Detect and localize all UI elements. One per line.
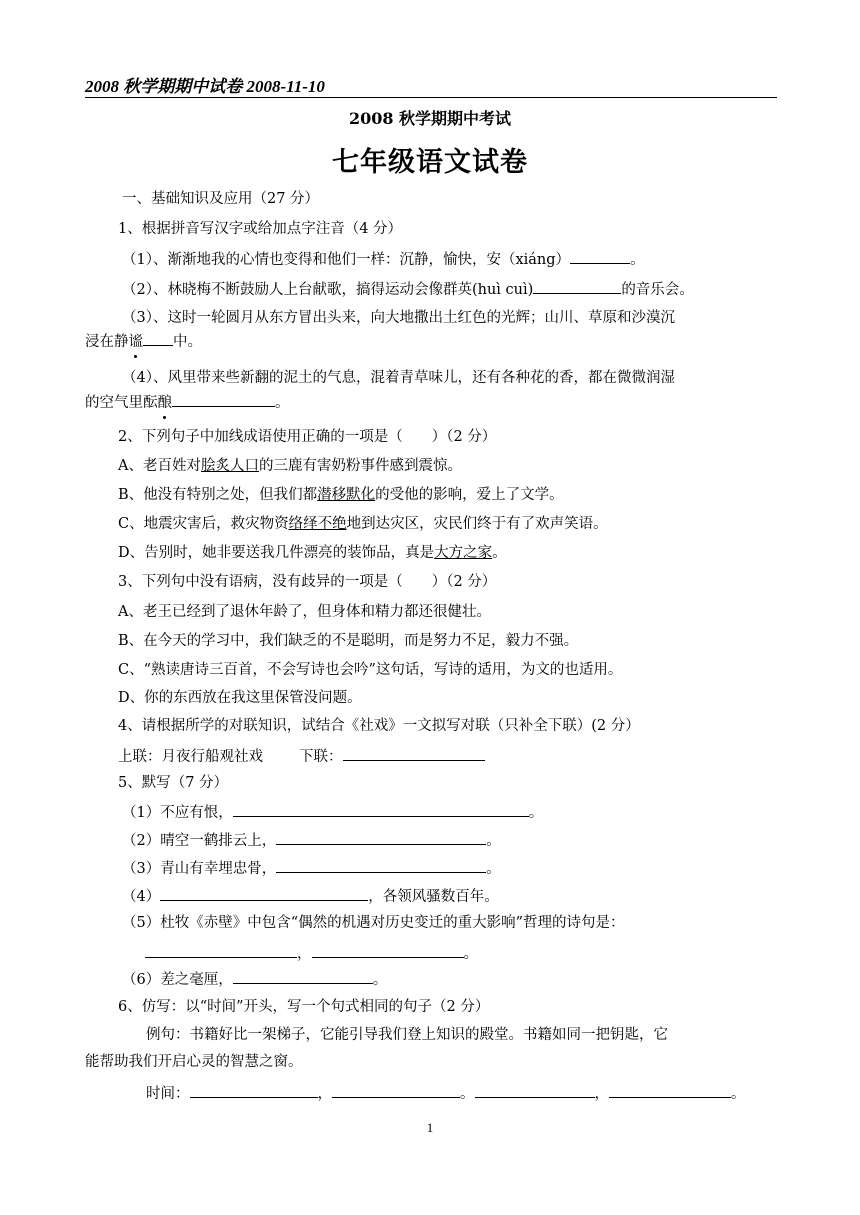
item-text: （2）、林晓梅不断鼓励人上台献歌，搞得运动会像群英(huì cuì) [122,282,534,298]
option-text: 的受他的影响，爱上了文学。 [375,487,564,503]
question-5-item-5-answer [85,942,837,964]
item-text: （2）晴空一鹤排云上， [122,833,277,849]
item-end: 。 [275,395,290,411]
question-5-item-5: （5）杜牧《赤壁》中包含“偶然的机遇对历史变迁的重大影响”哲理的诗句是： [122,915,625,931]
answer-blank[interactable] [609,1082,731,1098]
question-1-item-3-line-1: （3）、这时一轮圆月从东方冒出头来，向大地撒出土红色的光辉；山川、草原和沙漠沉 [122,310,675,326]
header-rule [85,97,777,98]
punctuation: ， [594,1086,609,1102]
dotted-character: 酿 [157,395,172,411]
question-1-prompt: 1、根据拼音写汉字或给加点字注音（4 分） [118,221,403,237]
question-6-example-line-2: 能帮助我们开启心灵的智慧之窗。 [85,1054,303,1070]
answer-blank[interactable] [276,829,486,845]
answer-blank[interactable] [475,1082,595,1098]
item-text: （3）青山有幸埋忠骨， [122,861,277,877]
item-end: 。 [630,252,645,268]
exam-title: 七年级语文试卷 [332,147,528,178]
answer-blank[interactable] [570,248,630,264]
answer-blank[interactable] [160,885,368,901]
option-text: 的三鹿有害奶粉事件感到震惊。 [258,458,462,474]
question-3-option-c: C、“熟读唐诗三百首，不会写诗也会吟”这句话，写诗的适用，为文的也适用。 [118,662,623,678]
item-text: （1）、渐渐地我的心情也变得和他们一样：沉静，愉快，安（xiáng） [122,252,571,268]
question-6-example-line-1: 例句：书籍好比一架梯子，它能引导我们登上知识的殿堂。书籍如同一把钥匙，它 [146,1027,668,1043]
answer-blank[interactable] [233,801,529,817]
question-5-item-4 [85,885,814,907]
question-6-answer [85,1082,838,1104]
item-text: 的空气里酝 [85,395,158,411]
page-number: 1 [426,1120,434,1135]
question-4-couplet [85,745,810,767]
answer-blank[interactable] [276,857,486,873]
exam-subtitle: 2008 秋学期期中考试 [348,109,512,128]
item-end: 。 [463,946,478,962]
question-5-item-2 [85,829,814,851]
item-end: 的音乐会。 [621,282,694,298]
item-end: 。 [486,833,501,849]
answer-blank[interactable] [332,1082,460,1098]
option-text: 地到达灾区，灾民们终于有了欢声笑语。 [346,516,608,532]
question-6-prompt: 6、仿写：以“时间”开头，写一个句式相同的句子（2 分） [118,999,490,1015]
item-separator: ， [297,946,312,962]
item-end: 。 [528,805,544,821]
question-5-item-6 [85,968,814,990]
answer-blank[interactable] [233,968,373,984]
item-text: （4） [122,889,161,905]
punctuation: 。 [460,1086,475,1102]
item-text: 浸在静 [85,334,129,350]
underlined-idiom: 络绎不绝 [288,516,347,532]
question-3-option-d: D、你的东西放在我这里保管没问题。 [118,690,362,706]
item-text: （1）不应有恨， [122,805,233,821]
answer-blank[interactable] [143,330,173,346]
underlined-idiom: 大方之家 [434,545,493,561]
answer-blank[interactable] [343,745,485,761]
running-header: 2008 秋学期期中试卷 2008-11-10 [85,77,325,96]
item-end: ，各领风骚数百年。 [368,889,499,905]
underlined-idiom: 潜移默化 [317,487,376,503]
option-text: A、老百姓对 [118,458,201,474]
option-text: B、他没有特别之处，但我们都 [118,487,318,503]
answer-blank[interactable] [312,942,464,958]
underlined-idiom: 脍炙人口 [200,458,259,474]
question-5-prompt: 5、默写（7 分） [118,775,229,791]
lower-couplet-label: 下联： [299,749,343,765]
question-3-option-b: B、在今天的学习中，我们缺乏的不是聪明，而是努力不足，毅力不强。 [118,633,579,649]
question-2-option-c [85,514,810,534]
question-1-item-1 [85,248,814,270]
item-end: 。 [486,861,501,877]
answer-blank[interactable] [533,278,621,294]
question-3-prompt: 3、下列句中没有语病，没有歧异的一项是（ ）（2 分） [118,574,497,590]
item-end: 。 [372,972,388,988]
answer-label: 时间： [146,1086,190,1102]
question-2-option-a [85,456,810,476]
question-3-option-a: A、老王已经到了退休年龄了，但身体和精力都还很健壮。 [118,604,491,620]
option-text: D、告别时，她非要送我几件漂亮的装饰品，真是 [118,545,435,561]
question-2-option-d [85,543,810,563]
option-text: C、地震灾害后，救灾物资 [118,516,289,532]
question-2-option-b [85,485,810,505]
punctuation: ， [317,1086,332,1102]
question-4-prompt: 4、请根据所学的对联知识，试结合《社戏》一文拟写对联（只补全下联）(2 分） [118,718,640,734]
section-heading: 一、基础知识及应用（27 分） [122,191,320,207]
question-2-prompt: 2、下列句子中加线成语使用正确的一项是（ ）（2 分） [118,429,497,445]
answer-blank[interactable] [145,942,297,958]
question-1-item-3-line-2 [85,330,777,352]
answer-blank[interactable] [172,391,275,407]
question-1-item-2 [85,278,814,300]
answer-blank[interactable] [190,1082,318,1098]
dotted-character: 谧 [128,334,143,350]
punctuation: 。 [731,1086,746,1102]
upper-couplet: 上联：月夜行船观社戏 [118,749,263,765]
item-text: （6）差之毫厘， [122,972,233,988]
question-1-item-4-line-2 [85,391,777,413]
question-5-item-1 [85,801,814,823]
item-end: 中。 [173,334,202,350]
question-5-item-3 [85,857,814,879]
question-1-item-4-line-1: （4）、风里带来些新翻的泥土的气息，混着青草味儿，还有各种花的香，都在微微润湿 [122,370,675,386]
option-text: 。 [492,545,507,561]
